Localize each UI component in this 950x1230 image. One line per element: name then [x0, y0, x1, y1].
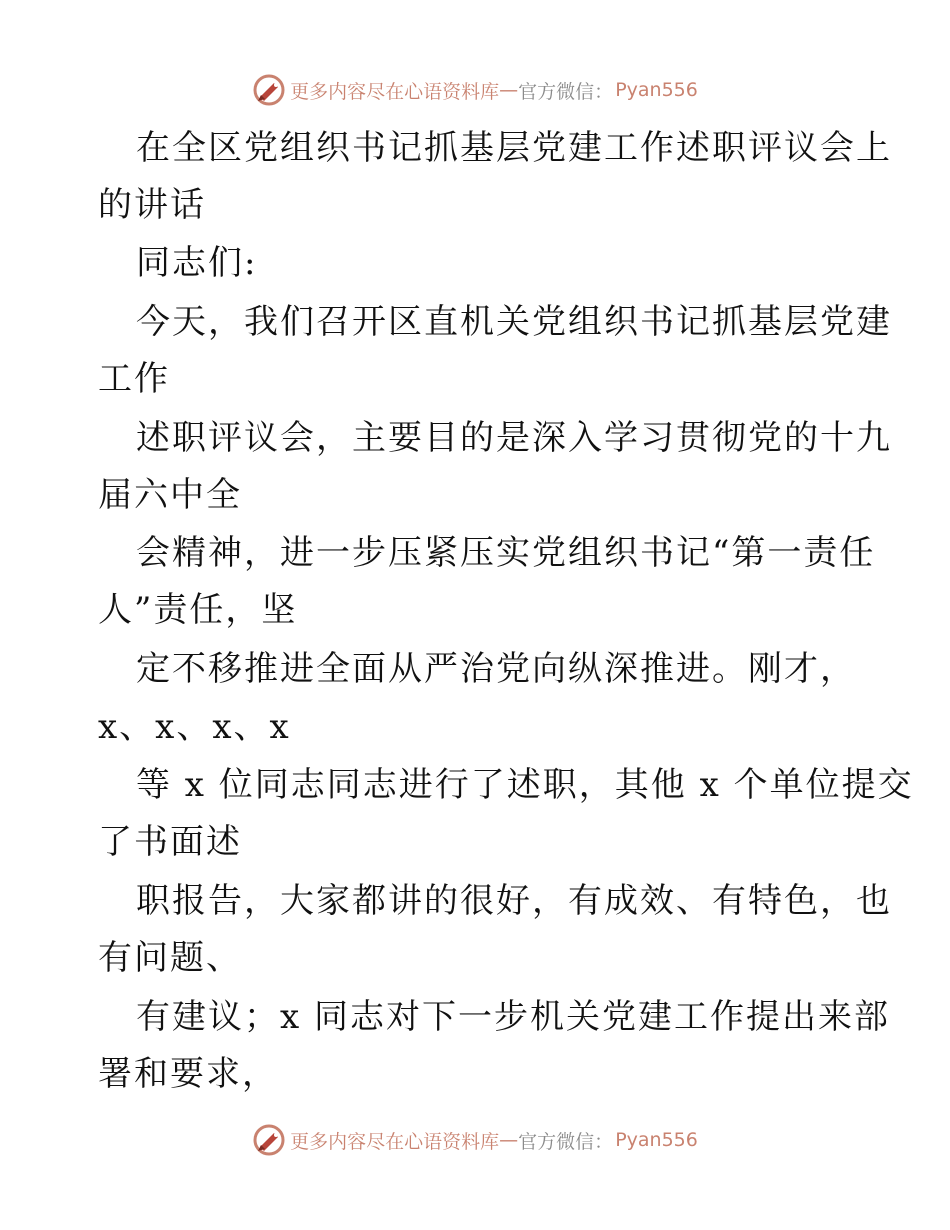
paragraph-line: 工作	[98, 359, 170, 399]
paragraph-line: 了书面述	[98, 822, 242, 862]
title-line-1: 在全区党组织书记抓基层党建工作述职评议会上	[136, 128, 892, 168]
watermark-id: Pyan556	[615, 79, 698, 101]
watermark-header	[0, 73, 950, 107]
watermark-text: 更多内容尽在心语资料库	[290, 1130, 500, 1153]
paragraph-line: 职报告，大家都讲的很好，有成效、有特色，也	[136, 881, 892, 921]
pen-logo-icon	[252, 1123, 286, 1157]
paragraph-line: x、x、x、x	[98, 707, 291, 747]
watermark-text: 更多内容尽在心语资料库	[290, 80, 500, 103]
paragraph-line: 人”责任，坚	[98, 590, 298, 630]
watermark-label: 官方微信：	[518, 80, 614, 103]
paragraph-line: 今天，我们召开区直机关党组织书记抓基层党建	[136, 302, 892, 342]
watermark-label: 官方微信：	[518, 1130, 614, 1153]
watermark-id: Pyan556	[615, 1129, 698, 1151]
paragraph-line: 有建议；x 同志对下一步机关党建工作提出来部	[136, 997, 890, 1037]
watermark-footer	[0, 1123, 950, 1157]
paragraph-line: 署和要求，	[98, 1054, 278, 1094]
title-line-2: 的讲话	[98, 185, 206, 225]
watermark-dash: —	[499, 79, 519, 101]
paragraph-line: 有问题、	[98, 938, 242, 978]
paragraph-line: 定不移推进全面从严治党向纵深推进。刚才，	[136, 649, 856, 689]
paragraph-line: 等 x 位同志同志进行了述职，其他 x 个单位提交	[136, 765, 914, 805]
pen-logo-icon	[252, 73, 286, 107]
paragraph-line: 述职评议会，主要目的是深入学习贯彻党的十九	[136, 418, 892, 458]
paragraph-line: 会精神，进一步压紧压实党组织书记“第一责任	[136, 533, 876, 573]
salutation: 同志们:	[136, 243, 258, 283]
paragraph-line: 届六中全	[98, 475, 242, 515]
watermark-dash: —	[499, 1129, 519, 1151]
